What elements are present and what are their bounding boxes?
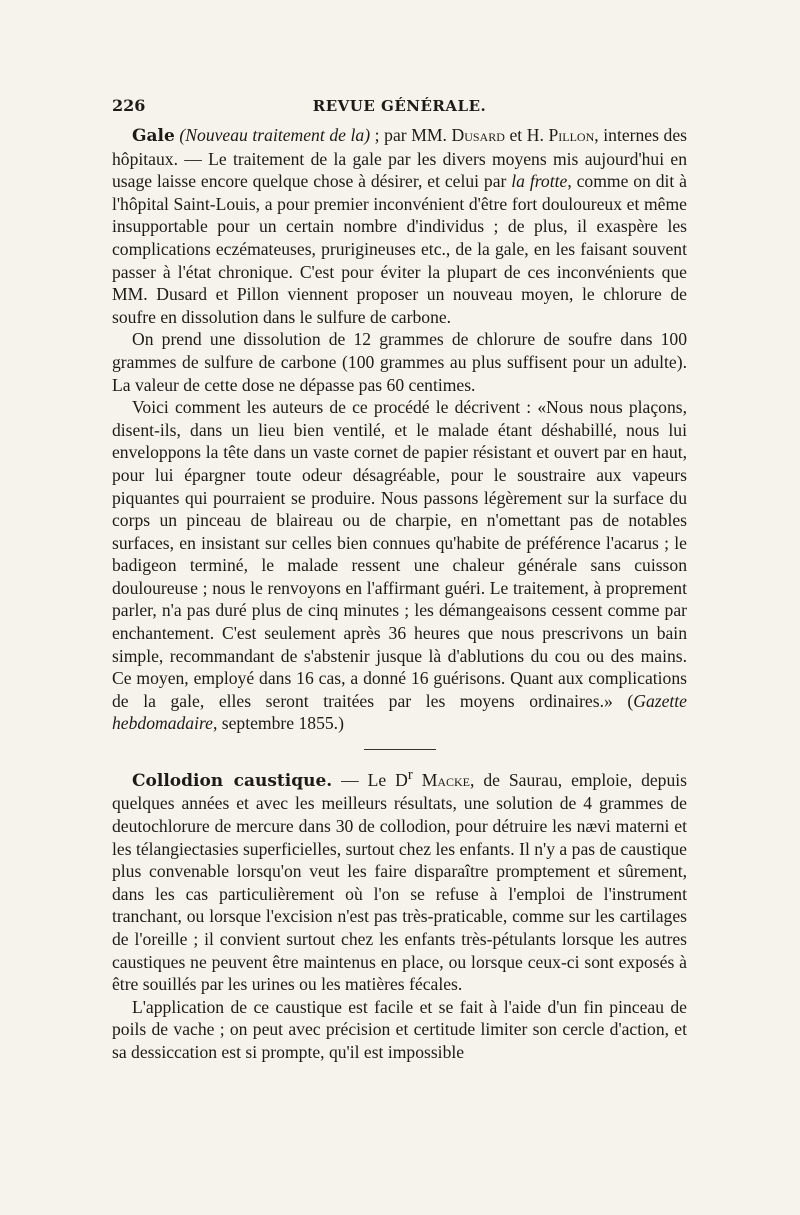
dr-superscript: r	[407, 767, 413, 784]
collodion-text-1: , de Saurau, emploie, depuis quelques années et avec les meilleurs résultats, une solution de 4 grammes de deutochlorure de mercure dans 30 de collodion, pour détruire les nævi materni et les télangiectasies superficielles, surtout chez les enfants. Il n'y a pas de caustique plus convenable lorsqu'on veut les faire disparaître promptement et sûrement, dans les cas particulièrement où l'on se refuse à l'emploi de l'instrument tranchant, ou lorsque l'excision n'est pas très-praticable, comme sur les cartilages de l'oreille ; il convient surtout chez les enfants très-pétulants lorsque les autres caustiques ne peuvent être maintenus en place, ou lorsque ceux-ci sont exposés à être souillés par les urines ou les matières fécales.	[112, 769, 687, 995]
article-subtitle-gale: (Nouveau traitement de la)	[179, 125, 371, 145]
gale-text-1b: , comme on dit à l'hôpital Saint-Louis, a pour premier inconvénient d'être fort douloureux et même insupportable pour un certain nombre d'individus ; de plus, il exaspère les complications eczémateuses, prurigineuses etc., de la gale, en les faisant souvent passer à l'état chronique. C'est pour éviter la plupart de ces inconvénients que MM. Dusard et Pillon viennent proposer un nouveau moyen, le chlorure de soufre en dissolution dans le sulfure de carbone.	[112, 171, 687, 327]
running-head	[112, 92, 687, 120]
gale-text-3a: Voici comment les auteurs de ce procédé le décrivent : «Nous nous plaçons, disent-ils, dans un lieu bien ventilé, et le malade étant déshabillé, nous lui enveloppons la tête dans un vaste cornet de papier résistant et ouvert par en haut, pour lui épargner toute odeur désagréable, pour le soustraire aux vapeurs piquantes qui pourraient se produire. Nous passons légèrement sur la surface du corps un pinceau de blaireau ou de charpie, en n'omettant pas de notables surfaces, en insistant sur celles bien connues qu'habite de préférence l'acarus ; le badigeon terminé, le malade ressent une chaleur générale sans cuisson douloureuse ; nous le renvoyons en l'affirmant guéri. Le traitement, à proprement parler, n'a pas duré plus de cinq minutes ; les démangeaisons cessent comme par enchantement. C'est seulement après 36 heures que nous prescrivons un bain simple, recommandant de s'abstenir jusque là d'ablutions du cou ou des mains. Ce moyen, employé dans 16 cas, a donné 16 guérisons. Quant aux complications de la gale, elles seront traitées par les moyens ordinaires.» (	[112, 397, 687, 711]
article-title-gale: Gale	[132, 126, 175, 146]
article-gale	[112, 124, 687, 735]
author-macke: Macke	[421, 769, 471, 790]
gale-paragraph-2: On prend une dissolution de 12 grammes de chlorure de soufre dans 100 grammes de sulfure de carbone (100 grammes au plus suffisent pour un adulte). La valeur de cette dose ne dépasse pas 60 centimes.	[112, 329, 687, 395]
page-number: 226	[112, 96, 146, 115]
gale-text-3b: , septembre 1855.)	[212, 713, 344, 734]
authors-prefix: ; par MM.	[370, 125, 452, 145]
section-divider	[364, 749, 436, 750]
author-dusard: Dusard	[451, 125, 505, 145]
article-title-collodion: Collodion caustique.	[132, 770, 333, 791]
article-collodion	[112, 764, 687, 1064]
collodion-paragraph-2: L'application de ce caustique est facile et se fait à l'aide d'un fin pinceau de poils de vache ; on peut avec précision et certitude limiter son cercle d'action, et sa dessiccation est si prompte, qu'il est impossible	[112, 996, 687, 1063]
gale-text-italic: la frotte	[511, 171, 568, 192]
collodion-intro: — Le D	[332, 769, 408, 790]
collodion-paragraph-1	[112, 764, 687, 996]
journal-title: REVUE GÉNÉRALE.	[312, 97, 487, 115]
author-pillon: Pillon	[548, 125, 595, 145]
author-joiner: et H.	[504, 125, 549, 145]
gale-paragraph-3	[112, 396, 687, 735]
gale-source: Gazette hebdomadaire	[112, 690, 687, 734]
gale-paragraph-1	[112, 124, 687, 328]
book-page	[112, 92, 687, 1172]
gale-text-1a: , internes des hôpitaux. — Le traitement de la gale par les divers moyens mis aujourd'hui en usage laisse encore quelque chose à désirer, et celui par	[112, 125, 688, 192]
